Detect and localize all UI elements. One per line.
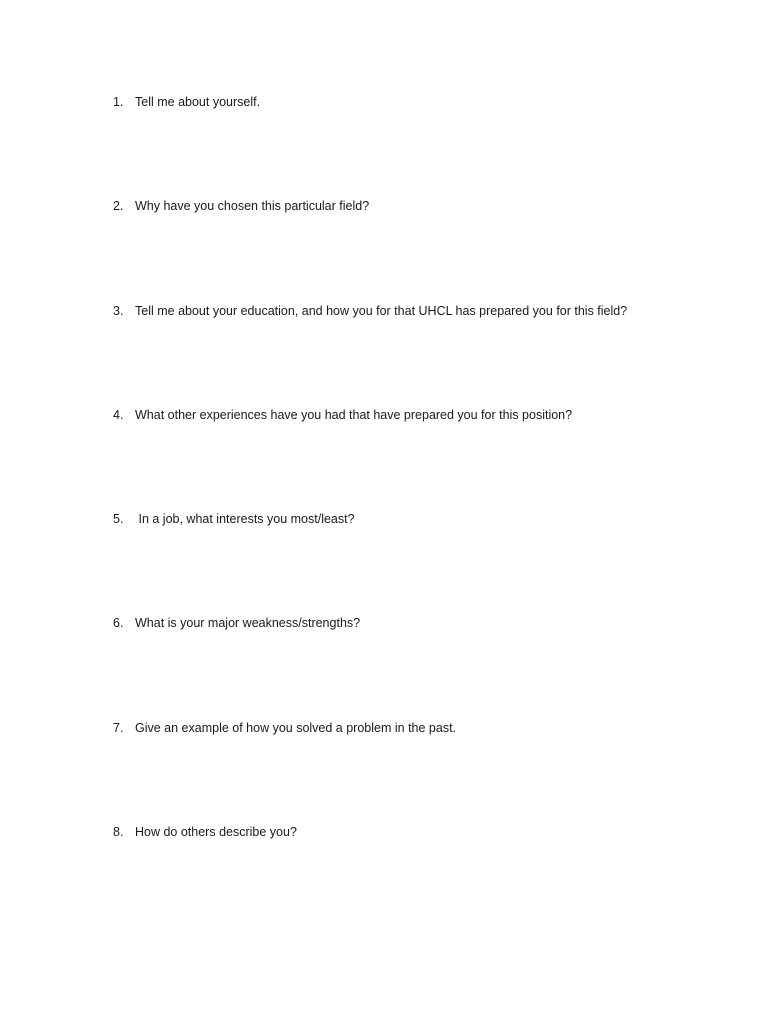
question-item xyxy=(113,302,733,320)
question-item xyxy=(113,197,733,215)
question-item xyxy=(113,823,733,841)
question-number: 1. xyxy=(113,95,124,109)
question-text: In a job, what interests you most/least? xyxy=(135,512,355,526)
question-number: 2. xyxy=(113,199,124,213)
question-text: Tell me about your education, and how you for that UHCL has prepared you for this field? xyxy=(135,304,628,318)
question-number: 5. xyxy=(113,512,124,526)
question-item xyxy=(113,93,733,111)
question-text: What is your major weakness/strengths? xyxy=(135,616,361,630)
question-number: 6. xyxy=(113,616,124,630)
question-number: 8. xyxy=(113,825,124,839)
question-item xyxy=(113,406,733,424)
question-number: 3. xyxy=(113,304,124,318)
question-text: Tell me about yourself. xyxy=(135,95,261,109)
question-text: Why have you chosen this particular field? xyxy=(135,199,370,213)
question-number: 7. xyxy=(113,721,124,735)
question-item xyxy=(113,719,733,737)
question-number: 4. xyxy=(113,408,124,422)
question-text: How do others describe you? xyxy=(135,825,297,839)
question-item xyxy=(113,614,733,632)
question-text: Give an example of how you solved a problem in the past. xyxy=(135,721,457,735)
question-item xyxy=(113,510,733,528)
question-text: What other experiences have you had that have prepared you for this position? xyxy=(135,408,573,422)
